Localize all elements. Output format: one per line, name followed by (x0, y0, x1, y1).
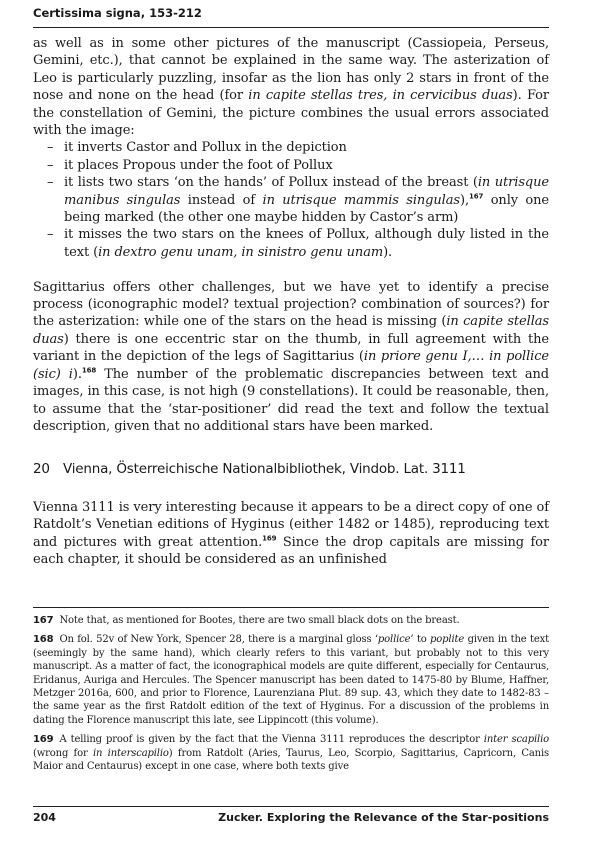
list-item: – it lists two stars ‘on the hands’ of Pollux instead of the breast (in utrisque manibus singulas instead of in utrisque mammis singulas),$^{167}$ only one being marked (the other one maybe hidden by Castor’s arm) (47, 174, 549, 226)
section-heading (33, 461, 549, 478)
running-head: Certissima signa, 153-212 (33, 6, 202, 20)
footnote-167: 167 Note that, as mentioned for Bootes, there are two small black dots on the breast. (33, 615, 460, 626)
page-number: 204 (33, 811, 56, 824)
paragraph-vienna: Vienna 3111 is very interesting because it appears to be a direct copy of one of Ratdolt’s Venetian editions of Hyginus (either 1482 or 1485), reproducing text and pictures with great attention.$^{169}$ Since the drop capitals are missing for each chapter, it should be considered as an unfinished (33, 499, 549, 567)
footnote-168: 168 On fol. 52v of New York, Spencer 28, there is a marginal gloss ‘pollice’ to poplite given in the text (seemingly by the same hand), which clearly refers to this variant, but probably not to this very manuscript. As a matter of fact, the iconographical models are quite different, especially for Centaurus, Eridanus, Auriga and Hercules. The Spencer manuscript has been dated to 1475-80 by Blume, Haffner, Metzger 2016a, 600, and prior to Florence, Laurenziana Plut. 89 sup. 43, which they date to 1482-83 – the same year as the first Ratdolt edition of the text of Hyginus. For a discussion of the problems in dating the Florence manuscript this late, see Lippincott (this volume). (33, 634, 550, 726)
header-rule (33, 27, 549, 28)
list-item: – it inverts Castor and Pollux in the depiction (47, 139, 549, 156)
paragraph-leo-gemini: as well as in some other pictures of the manuscript (Cassiopeia, Perseus, Gemini, etc.), that cannot be explained in the same way. The asterization of Leo is particularly puzzling, insofar as the lion has only 2 stars in front of the nose and none on the head (for in capite stellas tres, in cervicibus duas). For the constellation of Gemini, the picture combines the usual errors associated with the image: (33, 36, 549, 139)
footnote-169: 169 A telling proof is given by the fact that the Vienna 3111 reproduces the descriptor inter scapilio (wrong for in interscapilio) from Ratdolt (Aries, Taurus, Leo, Scorpio, Sagittarius, Capricorn, Canis Maior and Centaurus) except in one case, where both texts give (33, 734, 549, 773)
list-item: – it misses the two stars on the knees of Pollux, although duly listed in the text (in dextro genu unam, in sinistro genu unam). (47, 226, 549, 261)
list-item: – it places Propous under the foot of Pollux (47, 157, 549, 174)
section-title: Vienna, Österreichische Nationalbibliothek, Vindob. Lat. 3111 (63, 461, 466, 478)
paragraph-sagittarius: Sagittarius offers other challenges, but we have yet to identify a precise process (iconographic model? textual projection? combination of sources?) for the asterization: while one of the stars on the head is missing (in capite stellas duas) there is one eccentric star on the thumb, in full agreement with the variant in the depiction of the legs of Sagittarius (in priore genu I,… in pollice (sic) i).$^{168}$ The number of the problematic discrepancies between text and images, in this case, is not high (9 constellations). It could be reasonable, then, to assume that the ‘star-positioner’ did read the text and follow the textual description, given that no additional stars have been marked. (33, 279, 550, 434)
footnote-rule (33, 607, 549, 608)
main-text (33, 35, 549, 568)
gemini-error-list (33, 139, 549, 261)
footer-rule (33, 806, 549, 807)
section-number: 20 (33, 461, 50, 478)
footnote-ref-168[interactable]: 168 (81, 366, 97, 375)
footnote-ref-167[interactable]: 167 (468, 192, 484, 201)
page (33, 0, 549, 841)
footer-title: Zucker. Exploring the Relevance of the Star-positions (218, 811, 549, 824)
footnote-ref-169[interactable]: 169 (262, 534, 277, 543)
footnotes (33, 614, 549, 779)
